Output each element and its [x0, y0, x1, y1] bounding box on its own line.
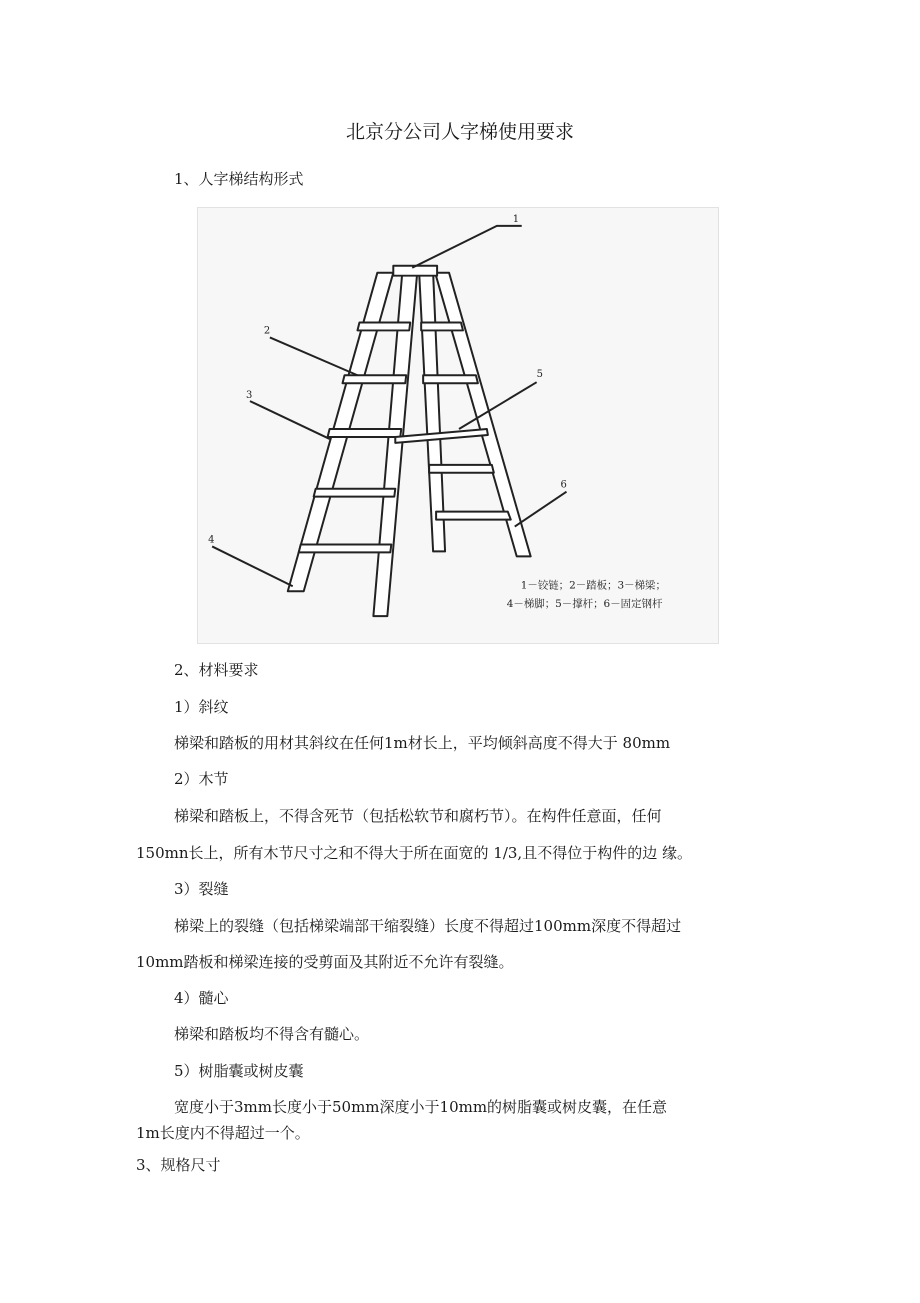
back-step [421, 322, 463, 330]
item2-heading: 2）木节 [174, 770, 229, 788]
item1-text: 梯梁和踏板的用材其斜纹在任何1m材长上，平均倾斜高度不得大于 80mm [174, 734, 671, 752]
back-step [436, 512, 511, 520]
leader-line-4 [212, 546, 293, 586]
item4-heading: 4）髓心 [174, 989, 229, 1007]
item3-heading: 3）裂缝 [174, 880, 229, 898]
item2-text-line1: 梯梁和踏板上，不得含死节（包括松软节和腐朽节）。在构件任意面，任何 [174, 807, 662, 825]
item3-text-line1: 梯梁上的裂缝（包括梯梁端部干缩裂缝）长度不得超过100mm深度不得超过 [174, 917, 682, 935]
item5-text-line2: 1m长度内不得超过一个。 [136, 1124, 310, 1142]
callout-3: 3 [245, 390, 253, 402]
front-step [314, 489, 396, 497]
callout-1: 1 [512, 213, 520, 225]
page-title: 北京分公司人字梯使用要求 [345, 121, 574, 143]
back-step [423, 375, 478, 383]
front-step [343, 375, 407, 383]
item4-text: 梯梁和踏板均不得含有髓心。 [174, 1025, 370, 1043]
callout-5: 5 [536, 369, 543, 381]
section-heading-structure: 1、人字梯结构形式 [174, 170, 304, 188]
front-step [357, 322, 410, 330]
front-step [328, 429, 402, 437]
leader-line-3 [250, 401, 330, 439]
section-heading-specifications: 3、规格尺寸 [136, 1156, 221, 1174]
callout-4: 4 [208, 534, 215, 546]
item2-text-line2: 150mn长上，所有木节尺寸之和不得大于所在面宽的 1/3,且不得位于构件的边 缘。 [136, 844, 692, 862]
spreader-bar [395, 429, 488, 443]
item3-text-line2: 10mm踏板和梯梁连接的受剪面及其附近不允许有裂缝。 [136, 953, 514, 971]
leader-line-1 [412, 226, 521, 268]
section-heading-materials: 2、材料要求 [174, 661, 259, 679]
callout-2: 2 [263, 325, 271, 337]
item5-heading: 5）树脂囊或树皮囊 [174, 1062, 304, 1080]
front-step [299, 544, 392, 552]
item1-heading: 1）斜纹 [174, 698, 229, 716]
item5-text-line1: 宽度小于3mm长度小于50mm深度小于10mm的树脂囊或树皮囊，在任意 [174, 1098, 668, 1116]
figure-legend-line-2: 4－梯脚；5－撑杆；6－固定钢杆 [506, 598, 663, 611]
ladder-figure [197, 207, 719, 644]
leader-line-2 [270, 337, 358, 375]
callout-6: 6 [560, 479, 567, 491]
back-left-rail [419, 273, 445, 552]
leader-line-6 [515, 492, 567, 527]
back-step [429, 465, 494, 473]
figure-legend-line-1: 1－铰链；2－踏板；3－梯梁； [520, 579, 666, 592]
